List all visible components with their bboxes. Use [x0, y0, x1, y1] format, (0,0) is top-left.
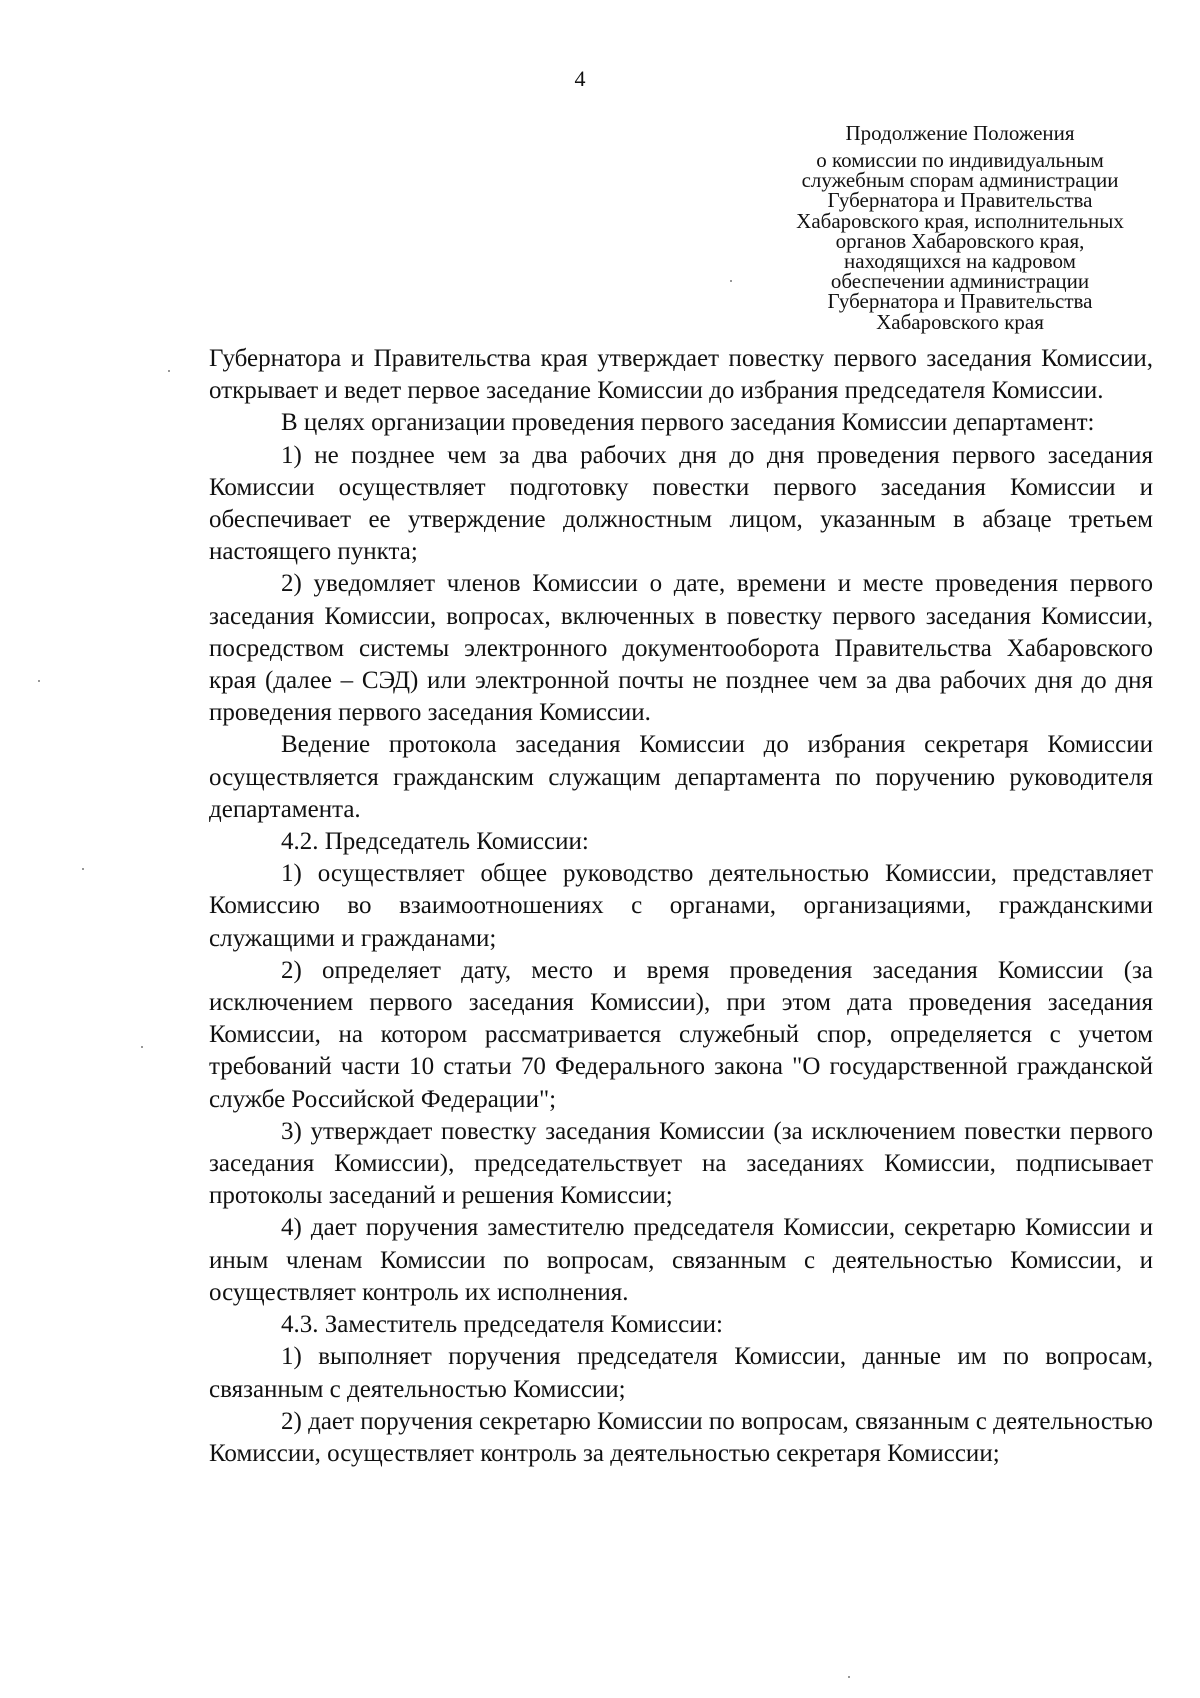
section-heading: 4.3. Заместитель председателя Комиссии: — [281, 1311, 723, 1339]
scan-speck — [848, 1676, 850, 1678]
header-line: о комиссии по индивидуальным — [816, 148, 1104, 172]
scan-speck — [730, 280, 732, 282]
scan-speck — [82, 868, 84, 870]
paragraph: Ведение протокола заседания Комиссии до избрания секретаря Комиссии осуществляется гражданским служащим департамента по поручению руководителя департамента. — [209, 731, 1153, 823]
header-line: Губернатора и Правительства — [827, 188, 1093, 213]
header-line: Продолжение Положения — [845, 121, 1075, 145]
paragraph: 2) уведомляет членов Комиссии о дате, времени и месте проведения первого заседания Комиссии, вопросах, включенных в повестку первого заседания Комиссии, посредством системы электронного документооборота Правительства Хабаровского края (далее – СЭД) или электронной почты не позднее чем за два рабочих дня до дня проведения первого заседания Комиссии. — [209, 570, 1153, 727]
document-body — [209, 343, 1153, 1470]
header-line: Хабаровского края — [876, 309, 1044, 334]
paragraph: 1) выполняет поручения председателя Комиссии, данные им по вопросам, связанным с деятельностью Комиссии; — [209, 1343, 1153, 1403]
paragraph: В целях организации проведения первого заседания Комиссии департамент: — [281, 409, 1095, 437]
header-line: Губернатора и Правительства — [827, 289, 1093, 314]
page-number: 4 — [574, 66, 586, 91]
paragraph: Губернатора и Правительства края утверждает повестку первого заседания Комиссии, открывает и ведет первое заседание Комиссии до избрания председателя Комиссии. — [209, 345, 1153, 405]
paragraph: 2) дает поручения секретарю Комиссии по вопросам, связанным с деятельностью Комиссии, осуществляет контроль за деятельностью секретаря Комиссии; — [209, 1407, 1153, 1467]
paragraph: 4) дает поручения заместителю председателя Комиссии, секретарю Комиссии и иным членам Комиссии по вопросам, связанным с деятельностью Комиссии, и осуществляет контроль их исполнения. — [209, 1214, 1153, 1306]
header-line: находящихся на кадровом — [844, 249, 1076, 274]
section-heading: 4.2. Председатель Комиссии: — [281, 828, 589, 856]
document-header — [750, 122, 1170, 332]
header-line: обеспечении администрации — [830, 269, 1090, 294]
paragraph: 1) осуществляет общее руководство деятельностью Комиссии, представляет Комиссию во взаимоотношениях с органами, организациями, гражданскими служащими и гражданами; — [209, 860, 1153, 952]
paragraph: 1) не позднее чем за два рабочих дня до дня проведения первого заседания Комиссии осуществляет подготовку повестки первого заседания Комиссии и обеспечивает ее утверждение должностным лицом, указанным в абзаце третьем настоящего пункта; — [209, 441, 1153, 566]
header-line: органов Хабаровского края, — [835, 228, 1085, 253]
scan-speck — [38, 680, 40, 682]
paragraph: 2) определяет дату, место и время проведения заседания Комиссии (за исключением первого заседания Комиссии), при этом дата проведения заседания Комиссии, на котором рассматривается служебный спор, определяется с учетом требований части 10 статьи 70 Федерального закона "О государственной гражданской службе Российской Федерации"; — [209, 956, 1153, 1113]
scan-speck — [141, 1046, 143, 1048]
scan-speck — [168, 370, 170, 372]
paragraph: 3) утверждает повестку заседания Комиссии (за исключением повестки первого заседания Комиссии), председательствует на заседаниях Комиссии, подписывает протоколы заседаний и решения Комиссии; — [209, 1117, 1153, 1210]
header-line: Хабаровского края, исполнительных — [796, 208, 1124, 233]
header-line: служебным спорам администрации — [801, 168, 1119, 193]
